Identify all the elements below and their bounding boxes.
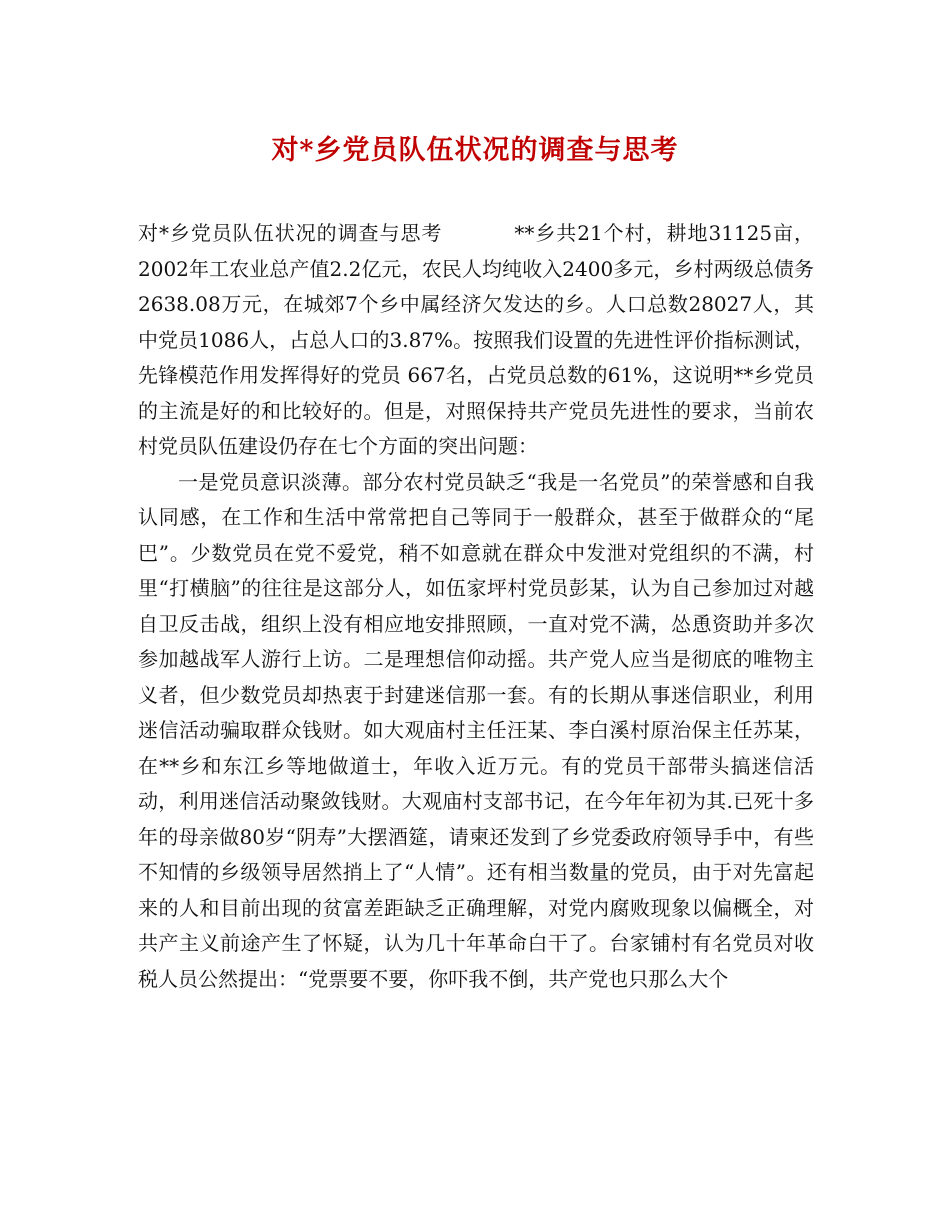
paragraph-intro bbox=[138, 216, 814, 465]
intro-heading: 对*乡党员队伍状况的调查与思考 bbox=[138, 221, 443, 245]
paragraph-problems: 一是党员意识淡薄。部分农村党员缺乏“我是一名党员”的荣誉感和自我认同感，在工作和生活中常常把自己等同于一般群众，甚至于做群众的“尾巴”。少数党员在党不爱党，稍不如意就在群众中发泄对党组织的不满，村里“打横脑”的往往是这部分人，如伍家坪村党员彭某，认为自己参加过对越自卫反击战，组织上没有相应地安排照顾，一直对党不满，怂恿资助并多次参加越战军人游行上访。二是理想信仰动摇。共产党人应当是彻底的唯物主义者，但少数党员却热衷于封建迷信那一套。有的长期从事迷信职业，利用迷信活动骗取群众钱财。如大观庙村主任汪某、李白溪村原治保主任苏某，在**乡和东江乡等地做道士，年收入近万元。有的党员干部带头搞迷信活动，利用迷信活动聚敛钱财。大观庙村支部书记，在今年年初为其.已死十多年的母亲做80岁“阴寿”大摆酒筵，请柬还发到了乡党委政府领导手中，有些不知情的乡级领导居然捎上了“人情”。还有相当数量的党员，由于对先富起来的人和目前出现的贫富差距缺乏正确理解，对党内腐败现象以偏概全，对共产主义前途产生了怀疑，认为几十年革命白干了。台家铺村有名党员对收税人员公然提出：“党票要不要，你吓我不倒，共产党也只那么大个 bbox=[138, 469, 814, 991]
document-title: 对*乡党员队伍状况的调查与思考 bbox=[271, 135, 679, 166]
document-body bbox=[138, 216, 814, 997]
intro-text: **乡共21个村，耕地31125亩， 2002年工农业总产值2.2亿元，农民人均纯收入2400多元，乡村两级总债务2638.08万元，在城郊7个乡中属经济欠发达的乡。人口总数28027人，其中党员1086人，占总人口的3.87%。按照我们设置的先进性评价指标测试，先锋模范作用发挥得好的党员 667名，占党员总数的61%，这说明**乡党员的主流是好的和比较好的。但是，对照保持共产党员先进性的要求，当前农村党员队伍建设仍存在七个方面的突出问题： bbox=[138, 221, 815, 458]
